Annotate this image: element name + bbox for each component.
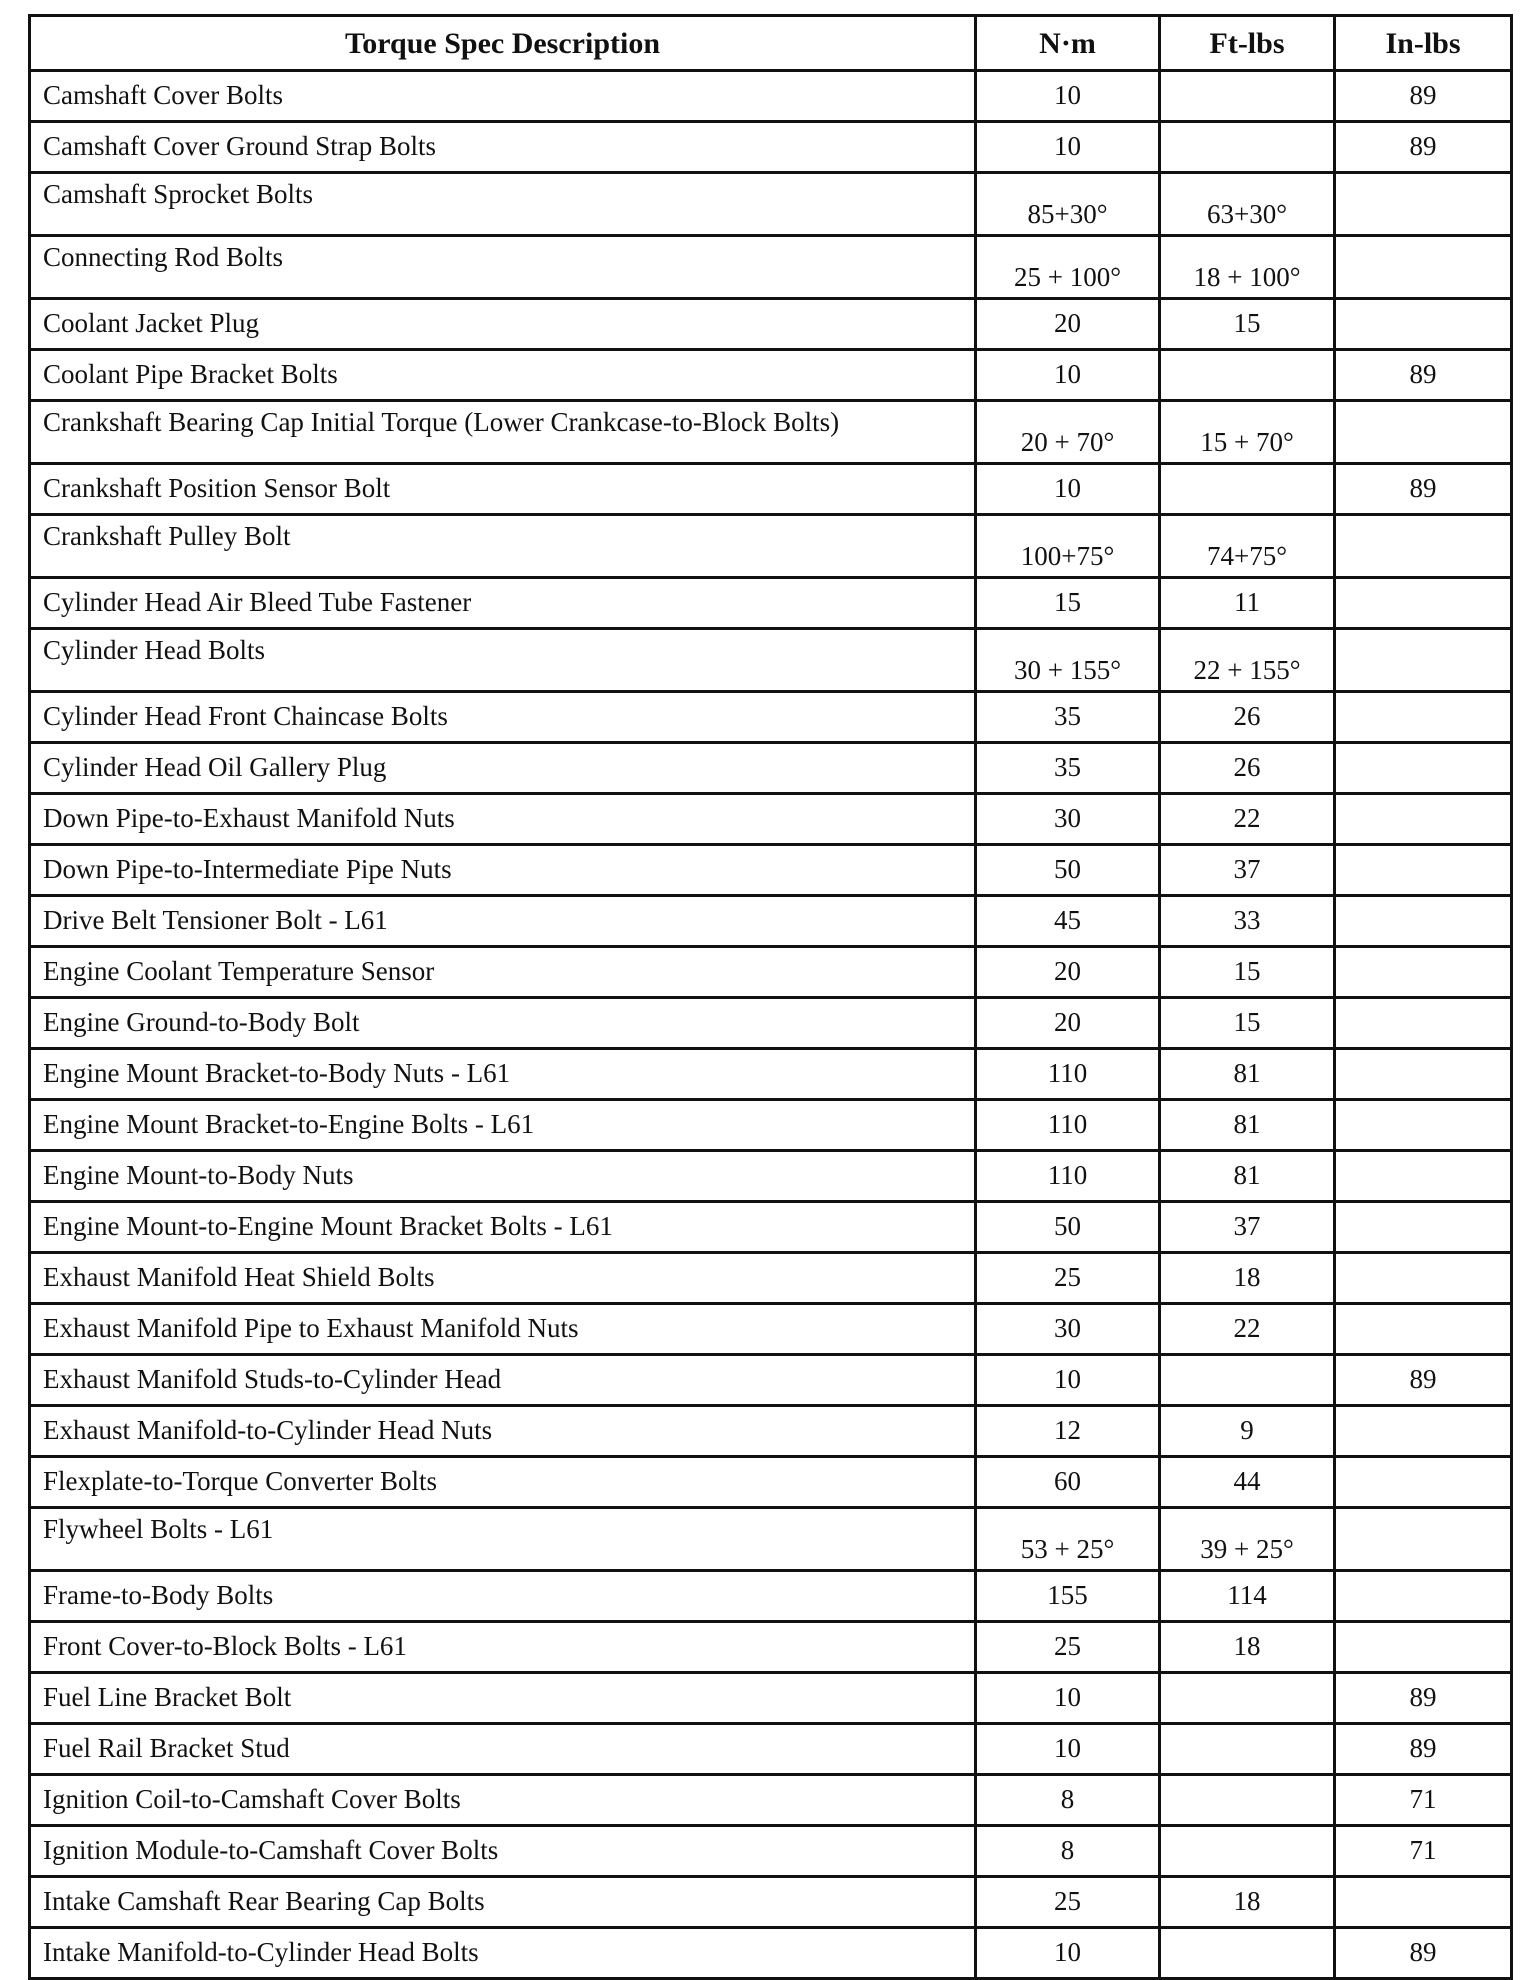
cell-description: Exhaust Manifold-to-Cylinder Head Nuts [30,1406,976,1457]
cell-description: Down Pipe-to-Intermediate Pipe Nuts [30,845,976,896]
cell-description: Engine Mount-to-Body Nuts [30,1151,976,1202]
cell-nm: 155 [976,1571,1160,1622]
cell-ftlbs [1160,1826,1335,1877]
cell-ftlbs: 15 [1160,299,1335,350]
cell-description: Intake Manifold-to-Cylinder Head Bolts [30,1928,976,1979]
cell-inlbs [1335,845,1512,896]
cell-inlbs: 71 [1335,1775,1512,1826]
cell-inlbs [1335,1049,1512,1100]
cell-nm: 60 [976,1457,1160,1508]
cell-nm: 10 [976,1673,1160,1724]
table-row [30,1253,1512,1304]
cell-nm: 10 [976,464,1160,515]
cell-nm: 53 + 25° [976,1508,1160,1571]
cell-inlbs [1335,236,1512,299]
cell-nm: 8 [976,1826,1160,1877]
table-row [30,122,1512,173]
table-row [30,578,1512,629]
cell-description: Down Pipe-to-Exhaust Manifold Nuts [30,794,976,845]
cell-description: Engine Coolant Temperature Sensor [30,947,976,998]
cell-description: Connecting Rod Bolts [30,236,976,299]
cell-description: Coolant Jacket Plug [30,299,976,350]
cell-nm: 20 [976,299,1160,350]
table-row [30,1673,1512,1724]
cell-ftlbs: 44 [1160,1457,1335,1508]
cell-nm: 50 [976,1202,1160,1253]
cell-description: Coolant Pipe Bracket Bolts [30,350,976,401]
cell-inlbs [1335,173,1512,236]
cell-inlbs [1335,401,1512,464]
cell-inlbs [1335,1151,1512,1202]
cell-inlbs [1335,299,1512,350]
table-row [30,71,1512,122]
cell-inlbs [1335,692,1512,743]
cell-description: Flexplate-to-Torque Converter Bolts [30,1457,976,1508]
cell-nm: 20 [976,947,1160,998]
table-row [30,896,1512,947]
cell-ftlbs [1160,350,1335,401]
cell-ftlbs: 22 + 155° [1160,629,1335,692]
cell-nm: 110 [976,1100,1160,1151]
cell-inlbs: 89 [1335,71,1512,122]
cell-ftlbs: 37 [1160,1202,1335,1253]
cell-ftlbs [1160,464,1335,515]
header-inlbs: In-lbs [1335,16,1512,71]
table-row [30,1151,1512,1202]
cell-inlbs [1335,794,1512,845]
table-row [30,1202,1512,1253]
cell-ftlbs [1160,122,1335,173]
cell-ftlbs [1160,1775,1335,1826]
cell-inlbs [1335,629,1512,692]
cell-inlbs [1335,1571,1512,1622]
cell-description: Intake Camshaft Rear Bearing Cap Bolts [30,1877,976,1928]
cell-nm: 30 [976,794,1160,845]
table-row [30,1775,1512,1826]
cell-ftlbs [1160,1355,1335,1406]
cell-ftlbs: 22 [1160,794,1335,845]
cell-ftlbs: 39 + 25° [1160,1508,1335,1571]
cell-nm: 25 + 100° [976,236,1160,299]
cell-nm: 110 [976,1049,1160,1100]
cell-nm: 45 [976,896,1160,947]
header-ftlbs: Ft-lbs [1160,16,1335,71]
cell-nm: 25 [976,1877,1160,1928]
cell-nm: 12 [976,1406,1160,1457]
cell-nm: 85+30° [976,173,1160,236]
cell-ftlbs: 15 [1160,947,1335,998]
cell-inlbs [1335,1508,1512,1571]
cell-inlbs [1335,578,1512,629]
cell-nm: 25 [976,1622,1160,1673]
table-row [30,845,1512,896]
table-row [30,401,1512,464]
cell-description: Fuel Rail Bracket Stud [30,1724,976,1775]
cell-description: Front Cover-to-Block Bolts - L61 [30,1622,976,1673]
cell-inlbs [1335,1100,1512,1151]
cell-description: Crankshaft Position Sensor Bolt [30,464,976,515]
cell-ftlbs: 15 [1160,998,1335,1049]
table-row [30,350,1512,401]
table-row [30,1571,1512,1622]
cell-inlbs [1335,947,1512,998]
cell-nm: 30 [976,1304,1160,1355]
table-body [30,71,1512,1979]
cell-description: Cylinder Head Oil Gallery Plug [30,743,976,794]
table-row [30,236,1512,299]
table-row [30,1355,1512,1406]
cell-ftlbs: 33 [1160,896,1335,947]
cell-ftlbs [1160,1928,1335,1979]
cell-description: Ignition Coil-to-Camshaft Cover Bolts [30,1775,976,1826]
cell-description: Fuel Line Bracket Bolt [30,1673,976,1724]
cell-nm: 15 [976,578,1160,629]
cell-inlbs: 89 [1335,1355,1512,1406]
cell-ftlbs [1160,1724,1335,1775]
cell-description: Cylinder Head Front Chaincase Bolts [30,692,976,743]
cell-ftlbs: 81 [1160,1049,1335,1100]
cell-ftlbs: 18 [1160,1253,1335,1304]
cell-description: Camshaft Cover Bolts [30,71,976,122]
table-row [30,1928,1512,1979]
cell-ftlbs: 74+75° [1160,515,1335,578]
cell-inlbs: 89 [1335,1724,1512,1775]
cell-inlbs [1335,896,1512,947]
cell-ftlbs: 81 [1160,1151,1335,1202]
cell-nm: 10 [976,122,1160,173]
cell-ftlbs: 18 + 100° [1160,236,1335,299]
cell-description: Engine Ground-to-Body Bolt [30,998,976,1049]
cell-description: Engine Mount Bracket-to-Body Nuts - L61 [30,1049,976,1100]
table-row [30,794,1512,845]
table-row [30,947,1512,998]
cell-inlbs [1335,1406,1512,1457]
cell-description: Exhaust Manifold Pipe to Exhaust Manifold Nuts [30,1304,976,1355]
header-nm: N·m [976,16,1160,71]
cell-description: Crankshaft Bearing Cap Initial Torque (Lower Crankcase-to-Block Bolts) [30,401,976,464]
cell-inlbs: 89 [1335,1928,1512,1979]
table-row [30,629,1512,692]
cell-ftlbs: 11 [1160,578,1335,629]
cell-nm: 8 [976,1775,1160,1826]
header-row [30,16,1512,71]
cell-inlbs: 71 [1335,1826,1512,1877]
cell-ftlbs: 18 [1160,1622,1335,1673]
cell-description: Ignition Module-to-Camshaft Cover Bolts [30,1826,976,1877]
cell-nm: 25 [976,1253,1160,1304]
cell-description: Frame-to-Body Bolts [30,1571,976,1622]
torque-spec-table [28,14,1513,1980]
cell-ftlbs: 15 + 70° [1160,401,1335,464]
cell-nm: 50 [976,845,1160,896]
cell-nm: 35 [976,692,1160,743]
cell-inlbs: 89 [1335,350,1512,401]
table-row [30,1049,1512,1100]
table-row [30,743,1512,794]
cell-nm: 10 [976,350,1160,401]
table-row [30,299,1512,350]
cell-inlbs: 89 [1335,1673,1512,1724]
cell-description: Crankshaft Pulley Bolt [30,515,976,578]
cell-description: Camshaft Cover Ground Strap Bolts [30,122,976,173]
table-row [30,1100,1512,1151]
cell-nm: 100+75° [976,515,1160,578]
cell-ftlbs: 26 [1160,743,1335,794]
table-row [30,1724,1512,1775]
cell-nm: 10 [976,1928,1160,1979]
cell-inlbs: 89 [1335,122,1512,173]
cell-description: Exhaust Manifold Studs-to-Cylinder Head [30,1355,976,1406]
cell-inlbs [1335,1253,1512,1304]
table-row [30,515,1512,578]
cell-inlbs [1335,1304,1512,1355]
cell-nm: 20 + 70° [976,401,1160,464]
table-row [30,1457,1512,1508]
cell-nm: 10 [976,71,1160,122]
cell-nm: 20 [976,998,1160,1049]
cell-nm: 10 [976,1724,1160,1775]
cell-ftlbs: 26 [1160,692,1335,743]
cell-ftlbs: 81 [1160,1100,1335,1151]
cell-inlbs [1335,1202,1512,1253]
cell-ftlbs: 18 [1160,1877,1335,1928]
cell-description: Flywheel Bolts - L61 [30,1508,976,1571]
cell-ftlbs: 37 [1160,845,1335,896]
cell-ftlbs: 63+30° [1160,173,1335,236]
cell-nm: 35 [976,743,1160,794]
table-row [30,173,1512,236]
cell-inlbs [1335,1457,1512,1508]
table-row [30,464,1512,515]
cell-nm: 10 [976,1355,1160,1406]
cell-description: Cylinder Head Air Bleed Tube Fastener [30,578,976,629]
cell-inlbs [1335,743,1512,794]
cell-inlbs: 89 [1335,464,1512,515]
header-description: Torque Spec Description [30,16,976,71]
table-row [30,692,1512,743]
cell-description: Engine Mount Bracket-to-Engine Bolts - L61 [30,1100,976,1151]
cell-inlbs [1335,515,1512,578]
cell-ftlbs: 9 [1160,1406,1335,1457]
table-row [30,1304,1512,1355]
cell-description: Engine Mount-to-Engine Mount Bracket Bolts - L61 [30,1202,976,1253]
cell-nm: 30 + 155° [976,629,1160,692]
cell-inlbs [1335,998,1512,1049]
cell-description: Cylinder Head Bolts [30,629,976,692]
cell-ftlbs [1160,71,1335,122]
table-row [30,998,1512,1049]
cell-description: Drive Belt Tensioner Bolt - L61 [30,896,976,947]
cell-ftlbs: 22 [1160,1304,1335,1355]
table-row [30,1406,1512,1457]
cell-nm: 110 [976,1151,1160,1202]
table-row [30,1622,1512,1673]
table-row [30,1508,1512,1571]
cell-inlbs [1335,1622,1512,1673]
cell-ftlbs: 114 [1160,1571,1335,1622]
cell-description: Camshaft Sprocket Bolts [30,173,976,236]
cell-ftlbs [1160,1673,1335,1724]
table-row [30,1826,1512,1877]
cell-description: Exhaust Manifold Heat Shield Bolts [30,1253,976,1304]
